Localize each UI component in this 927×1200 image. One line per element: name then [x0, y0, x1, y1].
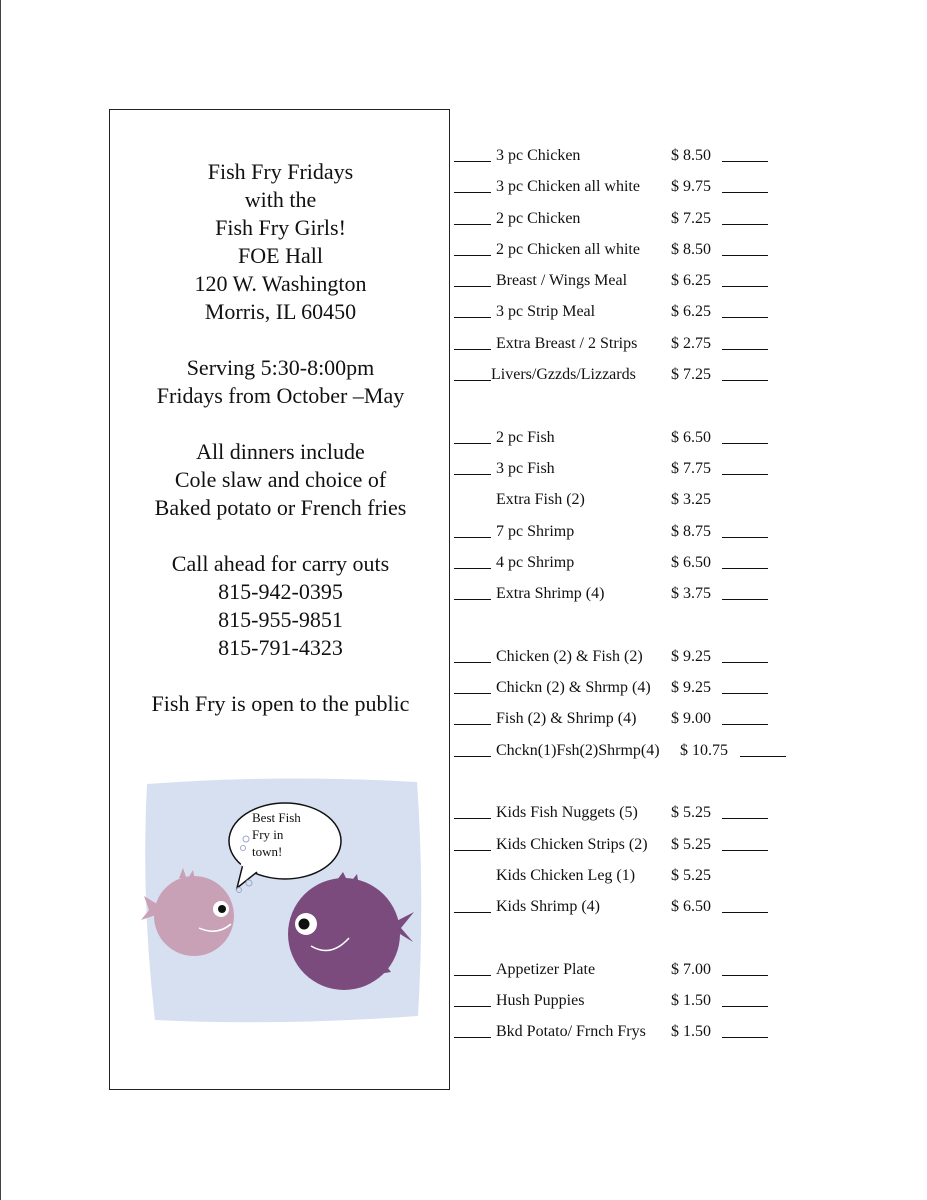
- quantity-blank[interactable]: [454, 818, 491, 819]
- menu-item-name: Chickn (2) & Shrmp (4): [496, 679, 651, 697]
- flyer-line: with the: [244, 187, 317, 212]
- menu-item-price: $ 9.00: [671, 710, 711, 728]
- menu-row: [454, 985, 914, 1016]
- menu-item-name: Kids Chicken Leg (1): [496, 866, 636, 884]
- menu-item-price: $ 8.50: [671, 240, 711, 258]
- total-blank[interactable]: [722, 161, 768, 162]
- total-blank[interactable]: [722, 724, 768, 725]
- menu-item-name: Appetizer Plate: [496, 960, 596, 978]
- menu-item-name: Fish (2) & Shrimp (4): [496, 710, 637, 728]
- page-edge-rule: [0, 0, 1, 1200]
- total-blank[interactable]: [722, 286, 768, 287]
- menu-item-price: $ 5.25: [671, 804, 711, 822]
- flyer-text: [110, 158, 451, 718]
- menu-row: [454, 1016, 914, 1047]
- quantity-blank[interactable]: [454, 474, 491, 475]
- menu-item-price: $ 7.25: [671, 209, 711, 227]
- menu-item-price: $ 1.50: [671, 1023, 711, 1041]
- menu-item-price: $ 6.50: [671, 553, 711, 571]
- menu-item-name: Bkd Potato/ Frnch Frys: [496, 1023, 646, 1041]
- menu-item-price: $ 6.25: [671, 272, 711, 290]
- quantity-blank[interactable]: [454, 850, 491, 851]
- total-blank[interactable]: [722, 599, 768, 600]
- quantity-blank[interactable]: [454, 349, 491, 350]
- quantity-blank[interactable]: [454, 912, 491, 913]
- menu-item-price: $ 8.75: [671, 522, 711, 540]
- menu-item-price: $ 8.50: [671, 147, 711, 164]
- menu-row: [454, 359, 914, 390]
- total-blank[interactable]: [722, 537, 768, 538]
- menu-row: [454, 641, 914, 672]
- quantity-blank[interactable]: [454, 1037, 491, 1038]
- total-blank[interactable]: [722, 693, 768, 694]
- quantity-blank[interactable]: [454, 224, 491, 225]
- menu-item-name: Breast / Wings Meal: [496, 272, 628, 290]
- quantity-blank[interactable]: [454, 756, 491, 757]
- quantity-blank[interactable]: [454, 724, 491, 725]
- menu-item-price: $ 5.25: [671, 866, 711, 884]
- venue-city: Morris, IL 60450: [204, 299, 357, 324]
- menu-row: [454, 484, 914, 515]
- menu-item-price: $ 9.25: [671, 679, 711, 697]
- menu-item-name: Chicken (2) & Fish (2): [496, 647, 643, 665]
- menu-item-name: Extra Breast / 2 Strips: [496, 334, 638, 352]
- quantity-blank[interactable]: [454, 380, 491, 381]
- bubble-text-line: town!: [252, 844, 283, 859]
- menu-row: [454, 265, 914, 296]
- menu-row: [454, 296, 914, 327]
- quantity-blank[interactable]: [454, 286, 491, 287]
- menu-row: [454, 140, 914, 171]
- menu-row: [454, 891, 914, 922]
- menu-group-spacer: [454, 390, 914, 421]
- menu-item-name: Extra Fish (2): [496, 491, 585, 509]
- menu-item-name: 3 pc Chicken: [496, 147, 581, 164]
- bubble-text-line: Best Fish: [252, 810, 301, 825]
- quantity-blank[interactable]: [454, 693, 491, 694]
- menu-row: [454, 703, 914, 734]
- quantity-blank[interactable]: [454, 662, 491, 663]
- menu-item-name: Livers/Gzzds/Lizzards: [491, 366, 636, 384]
- menu-item-name: 2 pc Fish: [496, 428, 555, 446]
- carryout-note: Call ahead for carry outs: [171, 551, 390, 576]
- order-menu: [454, 140, 914, 1048]
- total-blank[interactable]: [722, 192, 768, 193]
- total-blank[interactable]: [722, 912, 768, 913]
- serving-hours: Serving 5:30-8:00pm: [186, 355, 375, 380]
- total-blank[interactable]: [722, 349, 768, 350]
- quantity-blank[interactable]: [454, 1006, 491, 1007]
- venue-name: FOE Hall: [238, 243, 323, 268]
- menu-item-name: Hush Puppies: [496, 992, 585, 1010]
- menu-row: [454, 171, 914, 202]
- dinner-info: Baked potato or French fries: [154, 495, 407, 520]
- menu-item-price: $ 5.25: [671, 835, 711, 853]
- quantity-blank[interactable]: [454, 537, 491, 538]
- menu-row: [454, 797, 914, 828]
- menu-group-spacer: [454, 766, 914, 797]
- menu-row: [454, 516, 914, 547]
- menu-row: [454, 954, 914, 985]
- phone-number: 815-791-4323: [218, 635, 343, 660]
- quantity-blank[interactable]: [454, 568, 491, 569]
- menu-item-price: $ 3.25: [671, 491, 711, 509]
- menu-row: [454, 234, 914, 265]
- menu-item-price: $ 3.75: [671, 585, 711, 603]
- total-blank[interactable]: [722, 568, 768, 569]
- total-blank[interactable]: [722, 317, 768, 318]
- serving-season: Fridays from October –May: [156, 383, 405, 408]
- menu-item-name: 3 pc Strip Meal: [496, 303, 596, 321]
- total-blank[interactable]: [722, 380, 768, 381]
- menu-group-spacer: [454, 609, 914, 640]
- quantity-blank[interactable]: [454, 255, 491, 256]
- dinner-info: Cole slaw and choice of: [174, 467, 387, 492]
- flyer-line: Fish Fry Girls!: [215, 215, 346, 240]
- quantity-blank[interactable]: [454, 161, 491, 162]
- menu-row: [454, 453, 914, 484]
- menu-item-name: 3 pc Fish: [496, 459, 555, 477]
- menu-item-price: $ 10.75: [680, 741, 728, 759]
- menu-item-price: $ 2.75: [671, 334, 711, 352]
- menu-row: [454, 578, 914, 609]
- quantity-blank[interactable]: [454, 975, 491, 976]
- total-blank[interactable]: [722, 443, 768, 444]
- menu-item-price: $ 6.50: [671, 898, 711, 916]
- menu-item-name: Chckn(1)Fsh(2)Shrmp(4): [496, 741, 660, 759]
- menu-row: [454, 672, 914, 703]
- total-blank[interactable]: [722, 975, 768, 976]
- bubble-text-line: Fry in: [252, 827, 284, 842]
- menu-item-price: $ 6.50: [671, 428, 711, 446]
- total-blank[interactable]: [722, 224, 768, 225]
- menu-item-name: 3 pc Chicken all white: [496, 178, 640, 196]
- menu-item-name: 2 pc Chicken: [496, 209, 581, 227]
- total-blank[interactable]: [740, 756, 786, 757]
- menu-item-name: 7 pc Shrimp: [496, 522, 575, 540]
- phone-number: 815-955-9851: [218, 607, 343, 632]
- public-note: Fish Fry is open to the public: [151, 691, 410, 716]
- quantity-blank[interactable]: [454, 317, 491, 318]
- quantity-blank[interactable]: [454, 599, 491, 600]
- menu-row: [454, 735, 914, 766]
- menu-row: [454, 829, 914, 860]
- menu-item-name: 2 pc Chicken all white: [496, 240, 640, 258]
- menu-group-spacer: [454, 922, 914, 953]
- menu-item-name: 4 pc Shrimp: [496, 553, 575, 571]
- menu-item-name: Kids Fish Nuggets (5): [496, 804, 638, 822]
- menu-item-name: Kids Chicken Strips (2): [496, 835, 648, 853]
- menu-item-price: $ 7.75: [671, 459, 711, 477]
- venue-street: 120 W. Washington: [194, 271, 367, 296]
- menu-item-price: $ 7.25: [671, 366, 711, 384]
- total-blank[interactable]: [722, 850, 768, 851]
- total-blank[interactable]: [722, 255, 768, 256]
- menu-row: [454, 547, 914, 578]
- fish-illustration: [139, 776, 424, 1024]
- menu-row: [454, 203, 914, 234]
- menu-item-name: Kids Shrimp (4): [496, 898, 600, 916]
- menu-row: [454, 422, 914, 453]
- menu-item-price: $ 9.75: [671, 178, 711, 196]
- phone-number: 815-942-0395: [218, 579, 343, 604]
- dinner-info: All dinners include: [196, 439, 365, 464]
- menu-row: [454, 328, 914, 359]
- total-blank[interactable]: [722, 474, 768, 475]
- total-blank[interactable]: [722, 1006, 768, 1007]
- total-blank[interactable]: [722, 1037, 768, 1038]
- total-blank[interactable]: [722, 818, 768, 819]
- quantity-blank[interactable]: [454, 443, 491, 444]
- total-blank[interactable]: [722, 662, 768, 663]
- menu-item-price: $ 9.25: [671, 647, 711, 665]
- flyer-title: Fish Fry Fridays: [207, 159, 354, 184]
- menu-row: [454, 860, 914, 891]
- menu-item-price: $ 6.25: [671, 303, 711, 321]
- menu-item-name: Extra Shrimp (4): [496, 585, 605, 603]
- menu-item-price: $ 7.00: [671, 960, 711, 978]
- menu-item-price: $ 1.50: [671, 992, 711, 1010]
- quantity-blank[interactable]: [454, 192, 491, 193]
